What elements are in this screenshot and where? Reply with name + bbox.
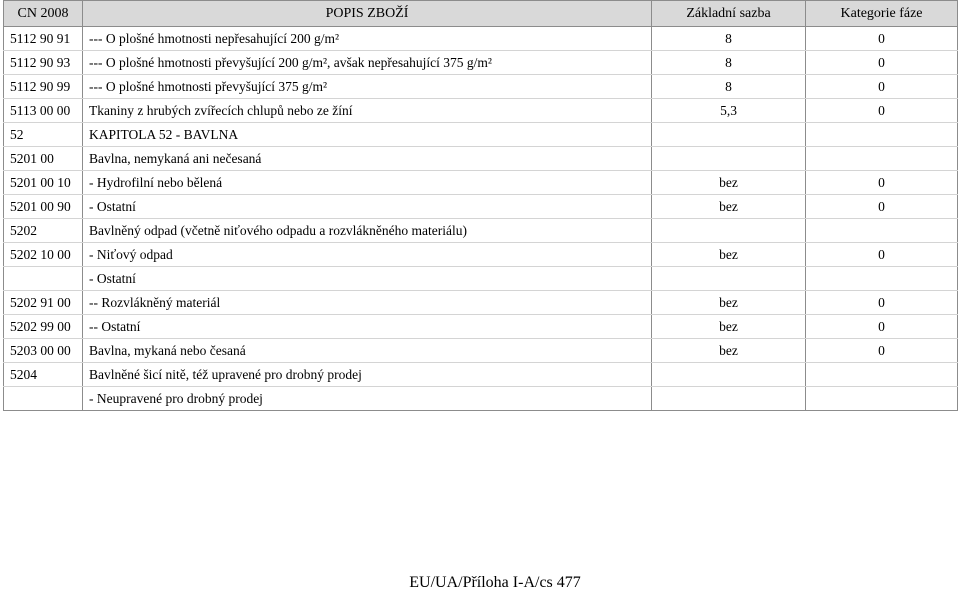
table-header-row xyxy=(4,1,958,27)
category-cell xyxy=(806,147,958,171)
category-cell: 0 xyxy=(806,243,958,267)
table-row xyxy=(4,387,958,411)
description-cell: -- Rozvlákněný materiál xyxy=(83,291,652,315)
description-cell: - Niťový odpad xyxy=(83,243,652,267)
code-cell xyxy=(4,267,83,291)
rate-cell xyxy=(652,219,806,243)
table-row xyxy=(4,339,958,363)
code-cell: 5202 91 00 xyxy=(4,291,83,315)
table-row xyxy=(4,75,958,99)
description-cell: Bavlna, mykaná nebo česaná xyxy=(83,339,652,363)
rate-cell xyxy=(652,147,806,171)
table-row xyxy=(4,363,958,387)
header-description: POPIS ZBOŽÍ xyxy=(83,1,652,27)
table-row xyxy=(4,99,958,123)
header-category: Kategorie fáze xyxy=(806,1,958,27)
rate-cell: bez xyxy=(652,243,806,267)
description-cell: - Neupravené pro drobný prodej xyxy=(83,387,652,411)
code-cell: 5112 90 93 xyxy=(4,51,83,75)
category-cell xyxy=(806,267,958,291)
code-cell: 5201 00 xyxy=(4,147,83,171)
description-cell: - Ostatní xyxy=(83,195,652,219)
category-cell: 0 xyxy=(806,51,958,75)
rate-cell xyxy=(652,267,806,291)
rate-cell xyxy=(652,387,806,411)
description-cell: - Ostatní xyxy=(83,267,652,291)
code-cell: 5112 90 99 xyxy=(4,75,83,99)
header-cn: CN 2008 xyxy=(4,1,83,27)
category-cell: 0 xyxy=(806,291,958,315)
description-cell: -- Ostatní xyxy=(83,315,652,339)
description-cell: Tkaniny z hrubých zvířecích chlupů nebo ze žíní xyxy=(83,99,652,123)
rate-cell: 8 xyxy=(652,75,806,99)
table-row xyxy=(4,147,958,171)
category-cell xyxy=(806,387,958,411)
description-cell: KAPITOLA 52 - BAVLNA xyxy=(83,123,652,147)
category-cell: 0 xyxy=(806,75,958,99)
table-row xyxy=(4,123,958,147)
code-cell: 5113 00 00 xyxy=(4,99,83,123)
code-cell: 5112 90 91 xyxy=(4,27,83,51)
rate-cell: bez xyxy=(652,195,806,219)
code-cell: 52 xyxy=(4,123,83,147)
table-row xyxy=(4,195,958,219)
description-cell: --- O plošné hmotnosti převyšující 375 g/m² xyxy=(83,75,652,99)
table-row xyxy=(4,219,958,243)
code-cell: 5202 xyxy=(4,219,83,243)
page-footer: EU/UA/Příloha I-A/cs 477 xyxy=(409,574,581,591)
rate-cell: 5,3 xyxy=(652,99,806,123)
tariff-table xyxy=(3,0,958,411)
table-row xyxy=(4,171,958,195)
category-cell: 0 xyxy=(806,195,958,219)
category-cell: 0 xyxy=(806,171,958,195)
rate-cell: bez xyxy=(652,291,806,315)
category-cell: 0 xyxy=(806,27,958,51)
code-cell: 5201 00 10 xyxy=(4,171,83,195)
code-cell: 5202 99 00 xyxy=(4,315,83,339)
category-cell: 0 xyxy=(806,339,958,363)
rate-cell xyxy=(652,363,806,387)
table-row xyxy=(4,51,958,75)
table-row xyxy=(4,27,958,51)
category-cell: 0 xyxy=(806,99,958,123)
rate-cell xyxy=(652,123,806,147)
table-row xyxy=(4,315,958,339)
code-cell xyxy=(4,387,83,411)
rate-cell: bez xyxy=(652,171,806,195)
code-cell: 5202 10 00 xyxy=(4,243,83,267)
rate-cell: 8 xyxy=(652,51,806,75)
code-cell: 5204 xyxy=(4,363,83,387)
category-cell xyxy=(806,123,958,147)
code-cell: 5203 00 00 xyxy=(4,339,83,363)
category-cell xyxy=(806,219,958,243)
rate-cell: 8 xyxy=(652,27,806,51)
rate-cell: bez xyxy=(652,315,806,339)
description-cell: Bavlněný odpad (včetně niťového odpadu a rozvlákněného materiálu) xyxy=(83,219,652,243)
header-rate: Základní sazba xyxy=(652,1,806,27)
table-row xyxy=(4,267,958,291)
description-cell: --- O plošné hmotnosti nepřesahující 200 g/m² xyxy=(83,27,652,51)
description-cell: --- O plošné hmotnosti převyšující 200 g/m², avšak nepřesahující 375 g/m² xyxy=(83,51,652,75)
category-cell xyxy=(806,363,958,387)
description-cell: Bavlněné šicí nitě, též upravené pro drobný prodej xyxy=(83,363,652,387)
description-cell: - Hydrofilní nebo bělená xyxy=(83,171,652,195)
description-cell: Bavlna, nemykaná ani nečesaná xyxy=(83,147,652,171)
rate-cell: bez xyxy=(652,339,806,363)
category-cell: 0 xyxy=(806,315,958,339)
table-row xyxy=(4,291,958,315)
code-cell: 5201 00 90 xyxy=(4,195,83,219)
table-row xyxy=(4,243,958,267)
